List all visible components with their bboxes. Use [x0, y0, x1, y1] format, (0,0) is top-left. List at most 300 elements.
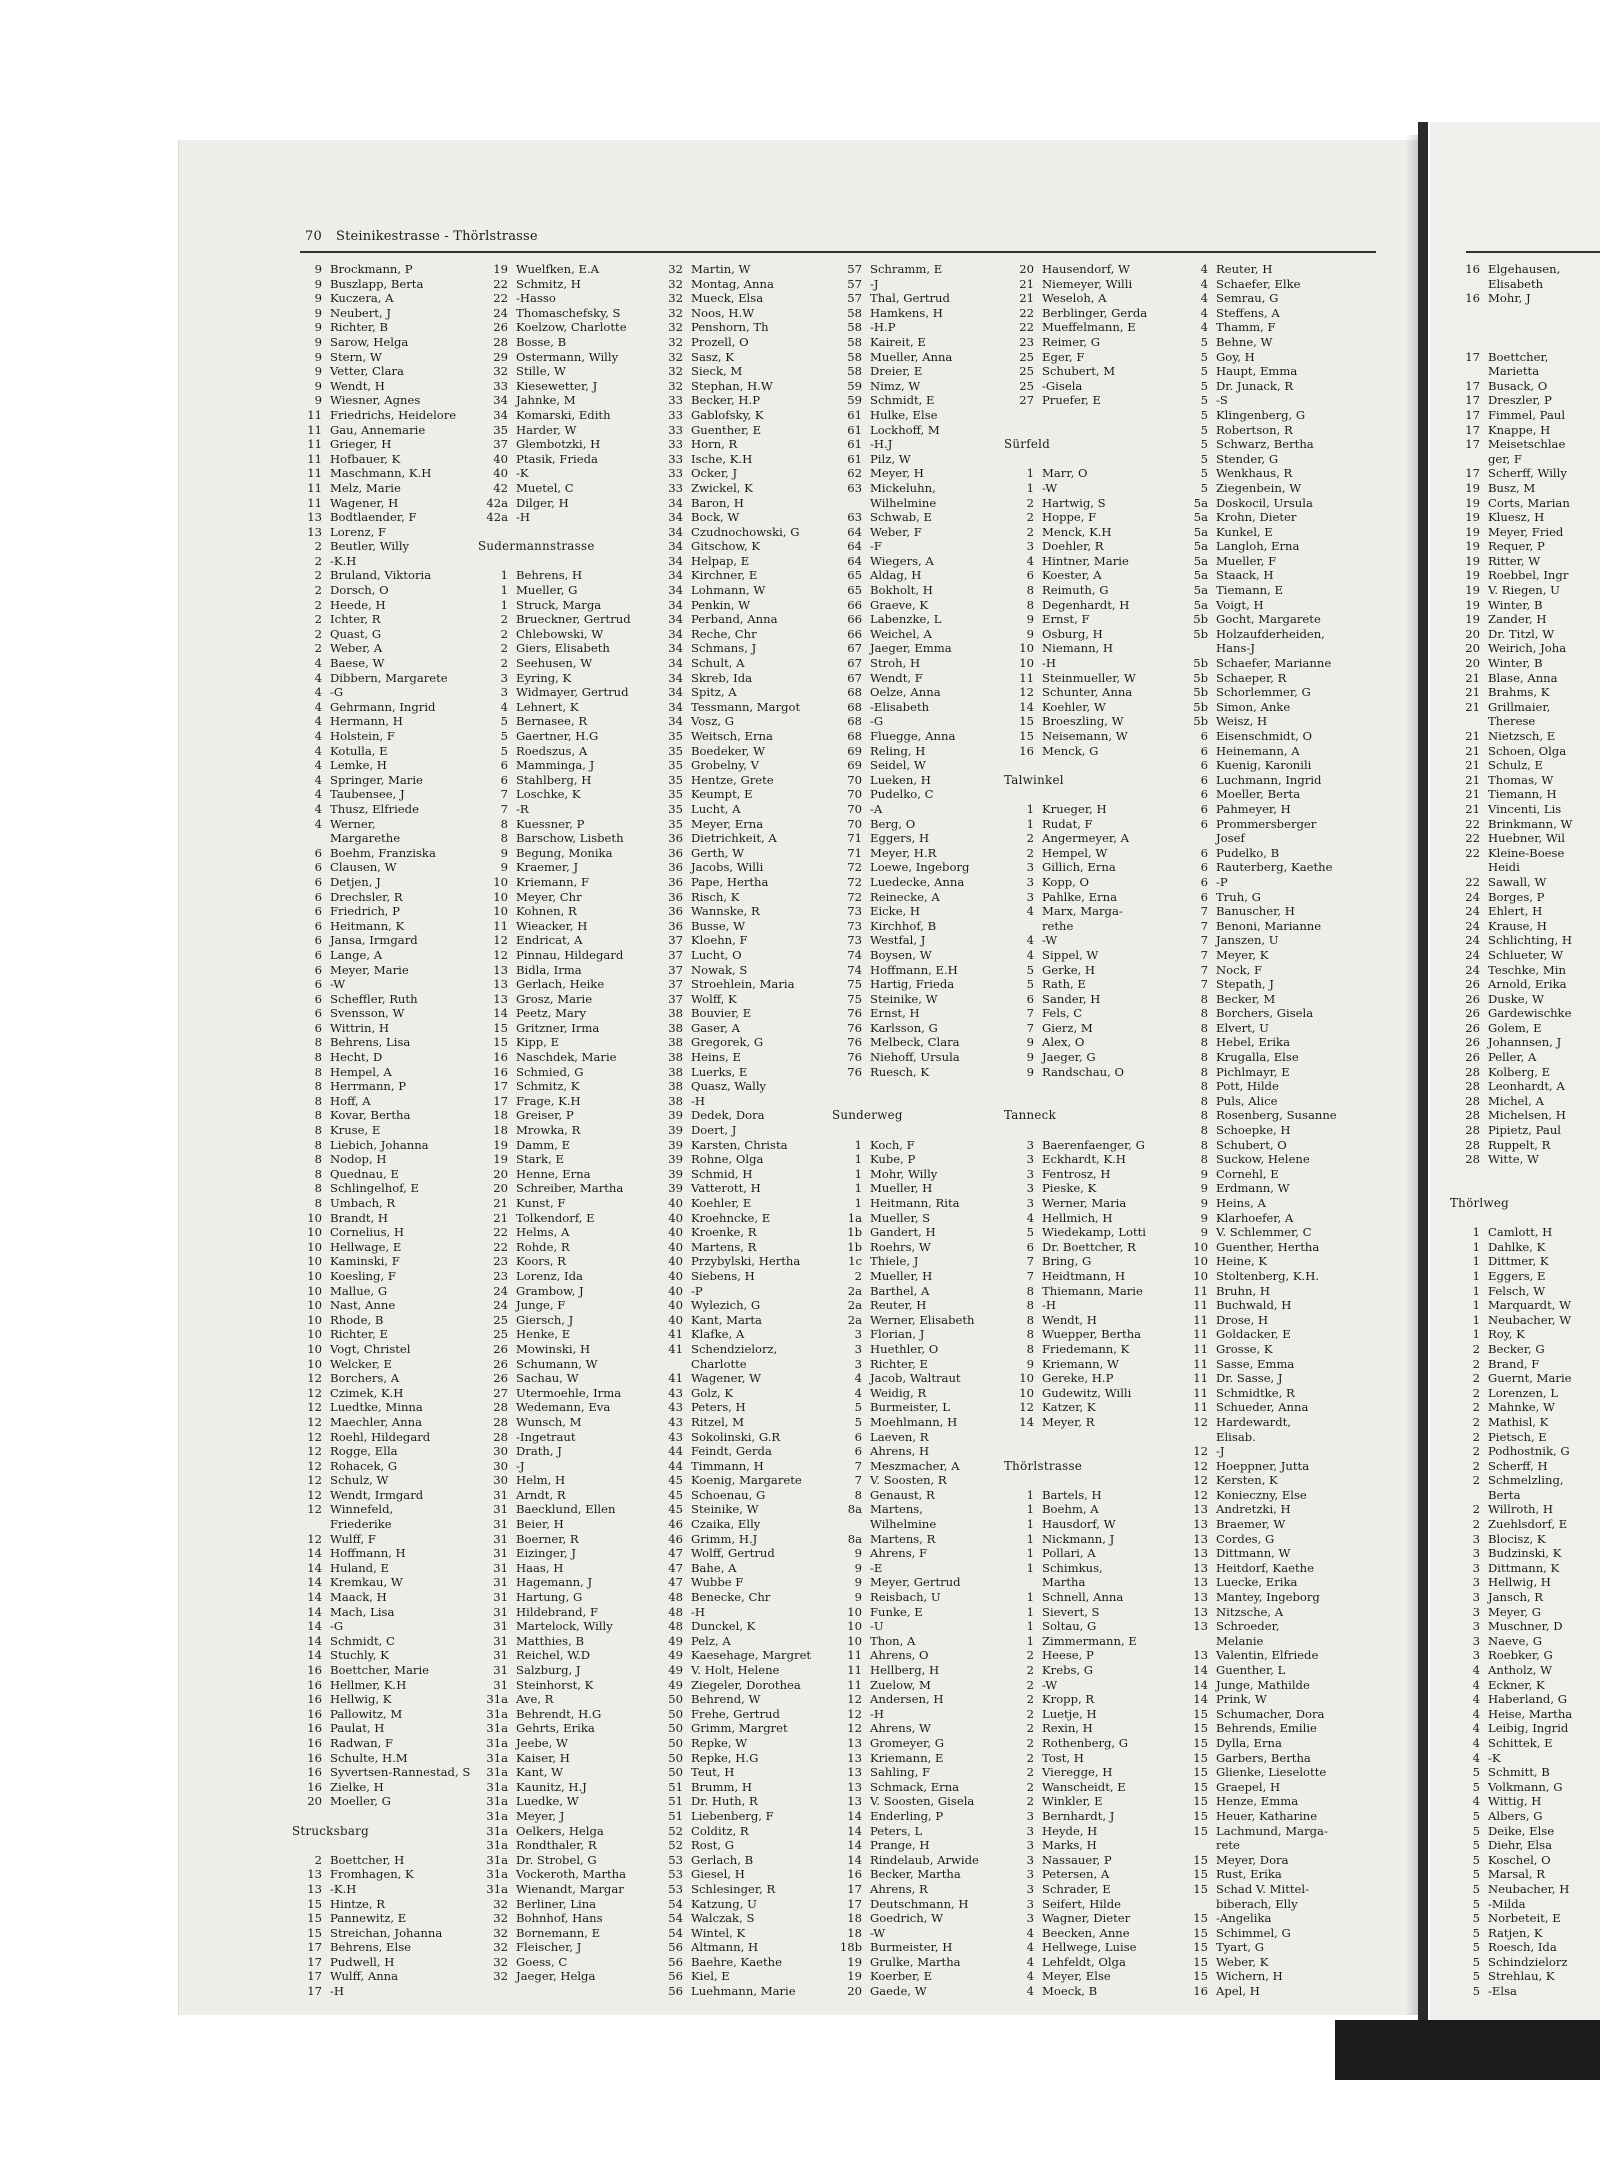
resident-entry [1450, 1853, 1572, 1868]
resident-entry [1450, 1707, 1572, 1722]
resident-entry [1004, 1138, 1147, 1153]
house-number: 9 [314, 305, 322, 320]
resident-name: Dilger, H [516, 495, 569, 510]
resident-name: Grulke, Martha [870, 1954, 961, 1969]
resident-name: Kaminski, F [330, 1254, 400, 1269]
resident-name: Herrmann, P [330, 1079, 407, 1094]
resident-entry [832, 1502, 979, 1517]
resident-entry [1004, 1342, 1147, 1357]
resident-entry [478, 890, 631, 905]
resident-name: Schmidtke, R [1216, 1385, 1295, 1400]
page-number: 70 [305, 229, 322, 244]
resident-name: Meyer, Gertrud [870, 1575, 961, 1590]
resident-name: Lange, A [330, 947, 383, 962]
resident-entry [478, 1284, 631, 1299]
resident-name: Kotulla, E [330, 743, 388, 758]
street-heading: Thörlweg [1450, 1196, 1510, 1210]
house-number: 19 [1465, 597, 1480, 612]
house-number: 4 [1472, 1794, 1480, 1809]
house-number: 14 [307, 1604, 322, 1619]
house-number: 40 [668, 1210, 683, 1225]
resident-name: Heitmann, K [330, 918, 405, 933]
resident-entry [292, 919, 470, 934]
house-number: 6 [314, 933, 322, 948]
resident-name: Dittmann, K [1488, 1560, 1560, 1575]
resident-name: Gehrts, Erika [516, 1721, 595, 1736]
resident-entry [653, 1021, 811, 1036]
resident-entry [653, 1590, 811, 1605]
resident-name: Utermoehle, Irma [516, 1385, 622, 1400]
resident-entry [832, 831, 979, 846]
resident-entry [1004, 744, 1147, 759]
resident-entry [653, 1298, 811, 1313]
resident-name: V. Soosten, Gisela [870, 1794, 975, 1809]
resident-entry [1178, 583, 1337, 598]
resident-entry [653, 1794, 811, 1809]
resident-entry [292, 1342, 470, 1357]
resident-entry [478, 700, 631, 715]
house-number: 37 [668, 933, 683, 948]
house-number: 11 [493, 918, 508, 933]
house-number: 61 [847, 451, 862, 466]
house-number: 32 [668, 276, 683, 291]
resident-entry [653, 1736, 811, 1751]
resident-entry [653, 1648, 811, 1663]
resident-entry [1178, 977, 1337, 992]
resident-name: Seifert, Hilde [1042, 1896, 1122, 1911]
resident-entry [832, 1867, 979, 1882]
house-number: 5 [1200, 334, 1208, 349]
house-number: 56 [668, 1954, 683, 1969]
resident-name: Boehm, Franziska [330, 845, 436, 860]
resident-name: Dietrichkeit, A [691, 831, 777, 846]
resident-name: Brockmann, P [330, 262, 413, 276]
resident-name: Krause, H [1488, 918, 1547, 933]
resident-entry [1004, 481, 1147, 496]
resident-name: Thal, Gertrud [870, 291, 950, 306]
resident-name: -Angelika [1216, 1911, 1272, 1926]
resident-name: Mantey, Ingeborg [1216, 1590, 1320, 1605]
house-number: 2 [1472, 1444, 1480, 1459]
resident-name: Goy, H [1216, 349, 1255, 364]
resident-entry [832, 583, 979, 598]
resident-entry [1178, 1094, 1337, 1109]
house-number: 35 [668, 816, 683, 831]
resident-entry [653, 481, 811, 496]
house-number: 1 [1472, 1268, 1480, 1283]
resident-name: -H [330, 1984, 345, 1999]
house-number: 9 [314, 276, 322, 291]
resident-entry [1450, 1634, 1572, 1649]
column-spacer [1004, 1094, 1147, 1109]
resident-entry [1450, 802, 1572, 817]
house-number: 71 [847, 831, 862, 846]
resident-name: Helms, A [516, 1225, 570, 1240]
resident-entry [1450, 714, 1572, 729]
resident-name: Schmans, J [691, 641, 757, 656]
house-number: 1 [1026, 1604, 1034, 1619]
resident-entry [292, 1969, 470, 1984]
house-number: 28 [1465, 1152, 1480, 1167]
resident-name: Stepath, J [1216, 977, 1274, 992]
house-number: 9 [1026, 612, 1034, 627]
resident-entry [1178, 933, 1337, 948]
resident-entry [653, 1079, 811, 1094]
house-number: 8 [314, 1196, 322, 1210]
resident-entry [478, 291, 631, 306]
resident-name: Erdmann, W [1216, 1181, 1290, 1196]
resident-name: -A [870, 801, 883, 816]
resident-entry [832, 408, 979, 423]
resident-entry [1178, 1561, 1337, 1576]
resident-name: Vieregge, H [1042, 1765, 1113, 1780]
resident-name: Klarhoefer, A [1216, 1210, 1294, 1225]
house-number: 34 [668, 685, 683, 700]
resident-entry [478, 992, 631, 1007]
house-number: 44 [668, 1444, 683, 1459]
house-number: 31a [486, 1765, 508, 1780]
resident-entry [832, 320, 979, 335]
resident-entry [1178, 627, 1337, 642]
resident-entry [1004, 1809, 1147, 1824]
house-number: 7 [1026, 1006, 1034, 1021]
house-number: 2a [847, 1312, 862, 1327]
house-number: 31a [486, 1808, 508, 1823]
house-number: 5b [1193, 656, 1208, 671]
resident-entry [832, 787, 979, 802]
resident-entry [478, 306, 631, 321]
resident-entry [832, 1765, 979, 1780]
resident-name: Thon, A [870, 1633, 916, 1648]
resident-name: Schmied, G [516, 1064, 584, 1079]
resident-name: Kaesehage, Margret [691, 1648, 812, 1663]
house-number: 7 [1200, 918, 1208, 933]
house-number: 4 [1026, 1925, 1034, 1940]
resident-name: Niehoff, Ursula [870, 1050, 960, 1065]
resident-entry [1004, 1663, 1147, 1678]
resident-name: Repke, W [691, 1735, 748, 1750]
resident-entry [292, 1298, 470, 1313]
house-number: 5 [1472, 1881, 1480, 1896]
resident-entry [1450, 393, 1572, 408]
resident-entry [292, 1721, 470, 1736]
house-number: 4 [1026, 933, 1034, 948]
house-number: 32 [493, 1969, 508, 1984]
house-number: 9 [1026, 1035, 1034, 1050]
resident-entry [1450, 860, 1572, 875]
house-number: 12 [307, 1502, 322, 1517]
resident-entry [832, 700, 979, 715]
resident-name: Moeller, G [330, 1794, 391, 1809]
resident-entry [832, 1575, 979, 1590]
house-number: 8 [314, 1181, 322, 1196]
resident-entry [292, 977, 470, 992]
resident-name: Stoltenberg, K.H. [1216, 1268, 1320, 1283]
house-number: 48 [668, 1619, 683, 1634]
resident-name: Maack, H [330, 1590, 387, 1605]
resident-entry [832, 1984, 979, 1999]
resident-entry [1004, 1853, 1147, 1868]
resident-entry [832, 1824, 979, 1839]
resident-name: Eckner, K [1488, 1677, 1545, 1692]
resident-entry [653, 1926, 811, 1941]
house-number: 1 [1472, 1312, 1480, 1327]
resident-name: Ahrens, R [870, 1881, 928, 1896]
resident-entry [292, 598, 470, 613]
resident-entry [1450, 1386, 1572, 1401]
resident-name: Sarow, Helga [330, 334, 409, 349]
resident-name: Henze, Emma [1216, 1794, 1299, 1809]
resident-name: Kolberg, E [1488, 1064, 1551, 1079]
resident-name: Osburg, H [1042, 626, 1103, 641]
resident-name: -W [870, 1925, 886, 1940]
house-number: 32 [668, 291, 683, 306]
house-number: 4 [314, 758, 322, 773]
resident-name: Gerlach, B [691, 1852, 754, 1867]
resident-name: V. Holt, Helene [691, 1663, 780, 1677]
resident-entry [653, 408, 811, 423]
house-number: 17 [1465, 378, 1480, 393]
street-heading: Sürfeld [1004, 437, 1051, 452]
resident-entry [832, 1940, 979, 1955]
resident-entry [478, 1502, 631, 1517]
resident-name: Wichern, H [1216, 1969, 1283, 1984]
resident-entry [832, 933, 979, 948]
resident-entry [292, 525, 470, 540]
resident-entry [292, 1634, 470, 1649]
house-number: 10 [847, 1619, 862, 1634]
resident-name: Begung, Monika [516, 845, 613, 860]
resident-entry [292, 1415, 470, 1430]
resident-name: Wylezich, G [691, 1298, 761, 1313]
resident-name: Boettcher, [1488, 349, 1549, 364]
house-number: 8 [500, 816, 508, 831]
house-number: 1 [1026, 480, 1034, 495]
house-number: 10 [307, 1312, 322, 1327]
house-number: 20 [1465, 656, 1480, 671]
house-number: 13 [847, 1750, 862, 1765]
resident-name: Krohn, Dieter [1216, 510, 1297, 525]
resident-entry [1178, 510, 1337, 525]
house-number [1450, 452, 1488, 467]
house-number: 2 [1026, 845, 1034, 860]
resident-name: -Ingetraut [516, 1429, 576, 1444]
resident-entry [832, 860, 979, 875]
resident-name: Schrader, E [1042, 1881, 1111, 1896]
house-number: 50 [668, 1721, 683, 1736]
house-number: 6 [314, 874, 322, 889]
resident-entry [653, 1809, 811, 1824]
resident-entry [1450, 1342, 1572, 1357]
house-number: 12 [1193, 1473, 1208, 1488]
house-number: 5b [1193, 699, 1208, 714]
resident-entry [1004, 817, 1147, 832]
resident-entry [832, 846, 979, 861]
house-number: 2 [314, 1852, 322, 1867]
resident-name: -R [516, 801, 529, 816]
resident-name: Schmitt, B [1488, 1765, 1550, 1780]
resident-name: Grillmaier, [1488, 699, 1551, 714]
resident-name: Prozell, O [691, 334, 749, 349]
resident-name: Heese, P [1042, 1648, 1094, 1663]
house-number: 16 [307, 1663, 322, 1677]
house-number: 54 [668, 1896, 683, 1911]
house-number: 5b [1193, 626, 1208, 641]
resident-name: Oelkers, Helga [516, 1823, 604, 1838]
resident-name: Steffens, A [1216, 305, 1280, 320]
resident-name: Drath, J [516, 1444, 562, 1459]
resident-entry [1178, 700, 1337, 715]
house-number: 8 [1026, 1312, 1034, 1327]
resident-name: Ziegeler, Dorothea [691, 1677, 801, 1692]
resident-name: Wendt, F [870, 670, 923, 685]
resident-name: Vogt, Christel [330, 1341, 411, 1356]
resident-name: Weber, K [1216, 1954, 1269, 1969]
resident-entry [1178, 1882, 1337, 1897]
house-number: 2 [1026, 831, 1034, 846]
resident-name: Mallue, G [330, 1283, 388, 1298]
resident-entry [1178, 1167, 1337, 1182]
house-number: 34 [493, 393, 508, 408]
house-number: 30 [493, 1458, 508, 1473]
house-number: 19 [1465, 583, 1480, 598]
resident-entry [292, 1269, 470, 1284]
house-number: 3 [1026, 1166, 1034, 1181]
resident-entry [292, 1225, 470, 1240]
resident-name: Muschner, D [1488, 1619, 1563, 1634]
house-number: 6 [854, 1429, 862, 1444]
resident-entry [478, 568, 631, 583]
resident-name: Golem, E [1488, 1020, 1542, 1035]
house-number: 22 [493, 1239, 508, 1254]
column-spacer [1004, 758, 1147, 773]
resident-name: -H [1042, 656, 1057, 671]
house-number: 34 [668, 699, 683, 714]
resident-name: Baron, H [691, 495, 744, 510]
resident-name: Krueger, H [1042, 801, 1107, 816]
house-number: 21 [1465, 772, 1480, 787]
house-number: 2 [1472, 1385, 1480, 1400]
resident-name: Blase, Anna [1488, 670, 1558, 685]
house-number: 10 [493, 904, 508, 919]
house-number: 8 [500, 831, 508, 846]
resident-entry [653, 1284, 811, 1299]
resident-entry [1450, 817, 1572, 832]
resident-name: Reisbach, U [870, 1590, 941, 1605]
house-number: 41 [668, 1371, 683, 1386]
street-heading: Talwinkel [1004, 772, 1064, 787]
resident-entry [1004, 1678, 1147, 1693]
resident-entry [832, 1138, 979, 1153]
resident-name: Helpap, E [691, 553, 750, 568]
resident-name: Ocker, J [691, 466, 738, 481]
resident-name: Mueller, Anna [870, 349, 953, 364]
resident-entry [1450, 1298, 1572, 1313]
resident-name: Hartung, G [516, 1590, 583, 1605]
house-number: 21 [1019, 276, 1034, 291]
house-number: 2 [314, 583, 322, 598]
house-number: 21 [1465, 758, 1480, 773]
resident-name: Willroth, H [1488, 1502, 1553, 1517]
resident-name: Syvertsen-Rannestad, S [330, 1765, 471, 1780]
house-number: 2 [500, 612, 508, 627]
resident-name: Wintel, K [691, 1925, 746, 1940]
resident-name: Henke, E [516, 1327, 571, 1342]
resident-entry [478, 714, 631, 729]
resident-name: Rondthaler, R [516, 1838, 597, 1853]
resident-name: Kleine-Boese [1488, 845, 1565, 860]
resident-entry [1178, 1342, 1337, 1357]
resident-name: Alex, O [1042, 1035, 1085, 1050]
house-number: 51 [668, 1779, 683, 1794]
resident-entry [1450, 1225, 1572, 1240]
resident-name: Wilhelmine [870, 495, 937, 510]
resident-entry [478, 1108, 631, 1123]
resident-entry [832, 1853, 979, 1868]
resident-name: Reinecke, A [870, 889, 940, 904]
resident-name: -F [870, 539, 882, 554]
resident-entry [478, 1152, 631, 1167]
house-number: 33 [668, 422, 683, 437]
house-number: 6 [500, 758, 508, 773]
house-number: 11 [307, 451, 322, 466]
house-number: 58 [847, 320, 862, 335]
resident-entry [292, 656, 470, 671]
resident-entry [1450, 1780, 1572, 1795]
resident-name: Prink, W [1216, 1692, 1267, 1707]
house-number: 13 [493, 977, 508, 992]
resident-name: Truh, G [1216, 889, 1261, 904]
resident-name: Mueller, G [516, 583, 578, 598]
house-number: 34 [668, 656, 683, 671]
resident-entry [1004, 1196, 1147, 1211]
house-number: 4 [314, 801, 322, 816]
resident-name: Liebenberg, F [691, 1808, 774, 1823]
house-number: 16 [1193, 1984, 1208, 1999]
resident-entry [653, 671, 811, 686]
house-number: 15 [1193, 1867, 1208, 1882]
resident-name: Meyer, Marie [330, 962, 409, 977]
resident-name: Martha [1042, 1575, 1086, 1590]
house-number: 2 [1472, 1502, 1480, 1517]
resident-entry [1178, 1707, 1337, 1722]
house-number: 13 [493, 962, 508, 977]
resident-name: Skreb, Ida [691, 670, 753, 685]
resident-name: Neubert, J [330, 305, 391, 320]
resident-entry [478, 1663, 631, 1678]
resident-name: Repke, H.G [691, 1750, 759, 1765]
resident-name: Hoffmann, H [330, 1546, 406, 1561]
resident-entry [1450, 1138, 1572, 1153]
resident-entry [1004, 1035, 1147, 1050]
resident-name: Moeck, B [1042, 1984, 1098, 1999]
house-number: 8 [314, 1050, 322, 1065]
resident-name: Katzer, K [1042, 1400, 1096, 1415]
resident-name: Paulat, H [330, 1721, 385, 1736]
resident-name: Wedemann, Eva [516, 1400, 611, 1415]
house-number: 73 [847, 918, 862, 933]
resident-name: Nickmann, J [1042, 1531, 1115, 1546]
house-number: 11 [1193, 1400, 1208, 1415]
resident-entry [292, 437, 470, 452]
house-number: 31a [486, 1838, 508, 1853]
resident-entry [832, 466, 979, 481]
house-number: 4 [854, 1385, 862, 1400]
house-number: 32 [668, 334, 683, 349]
resident-name: Podhostnik, G [1488, 1444, 1570, 1459]
resident-entry [1004, 1736, 1147, 1751]
resident-entry [292, 1751, 470, 1766]
